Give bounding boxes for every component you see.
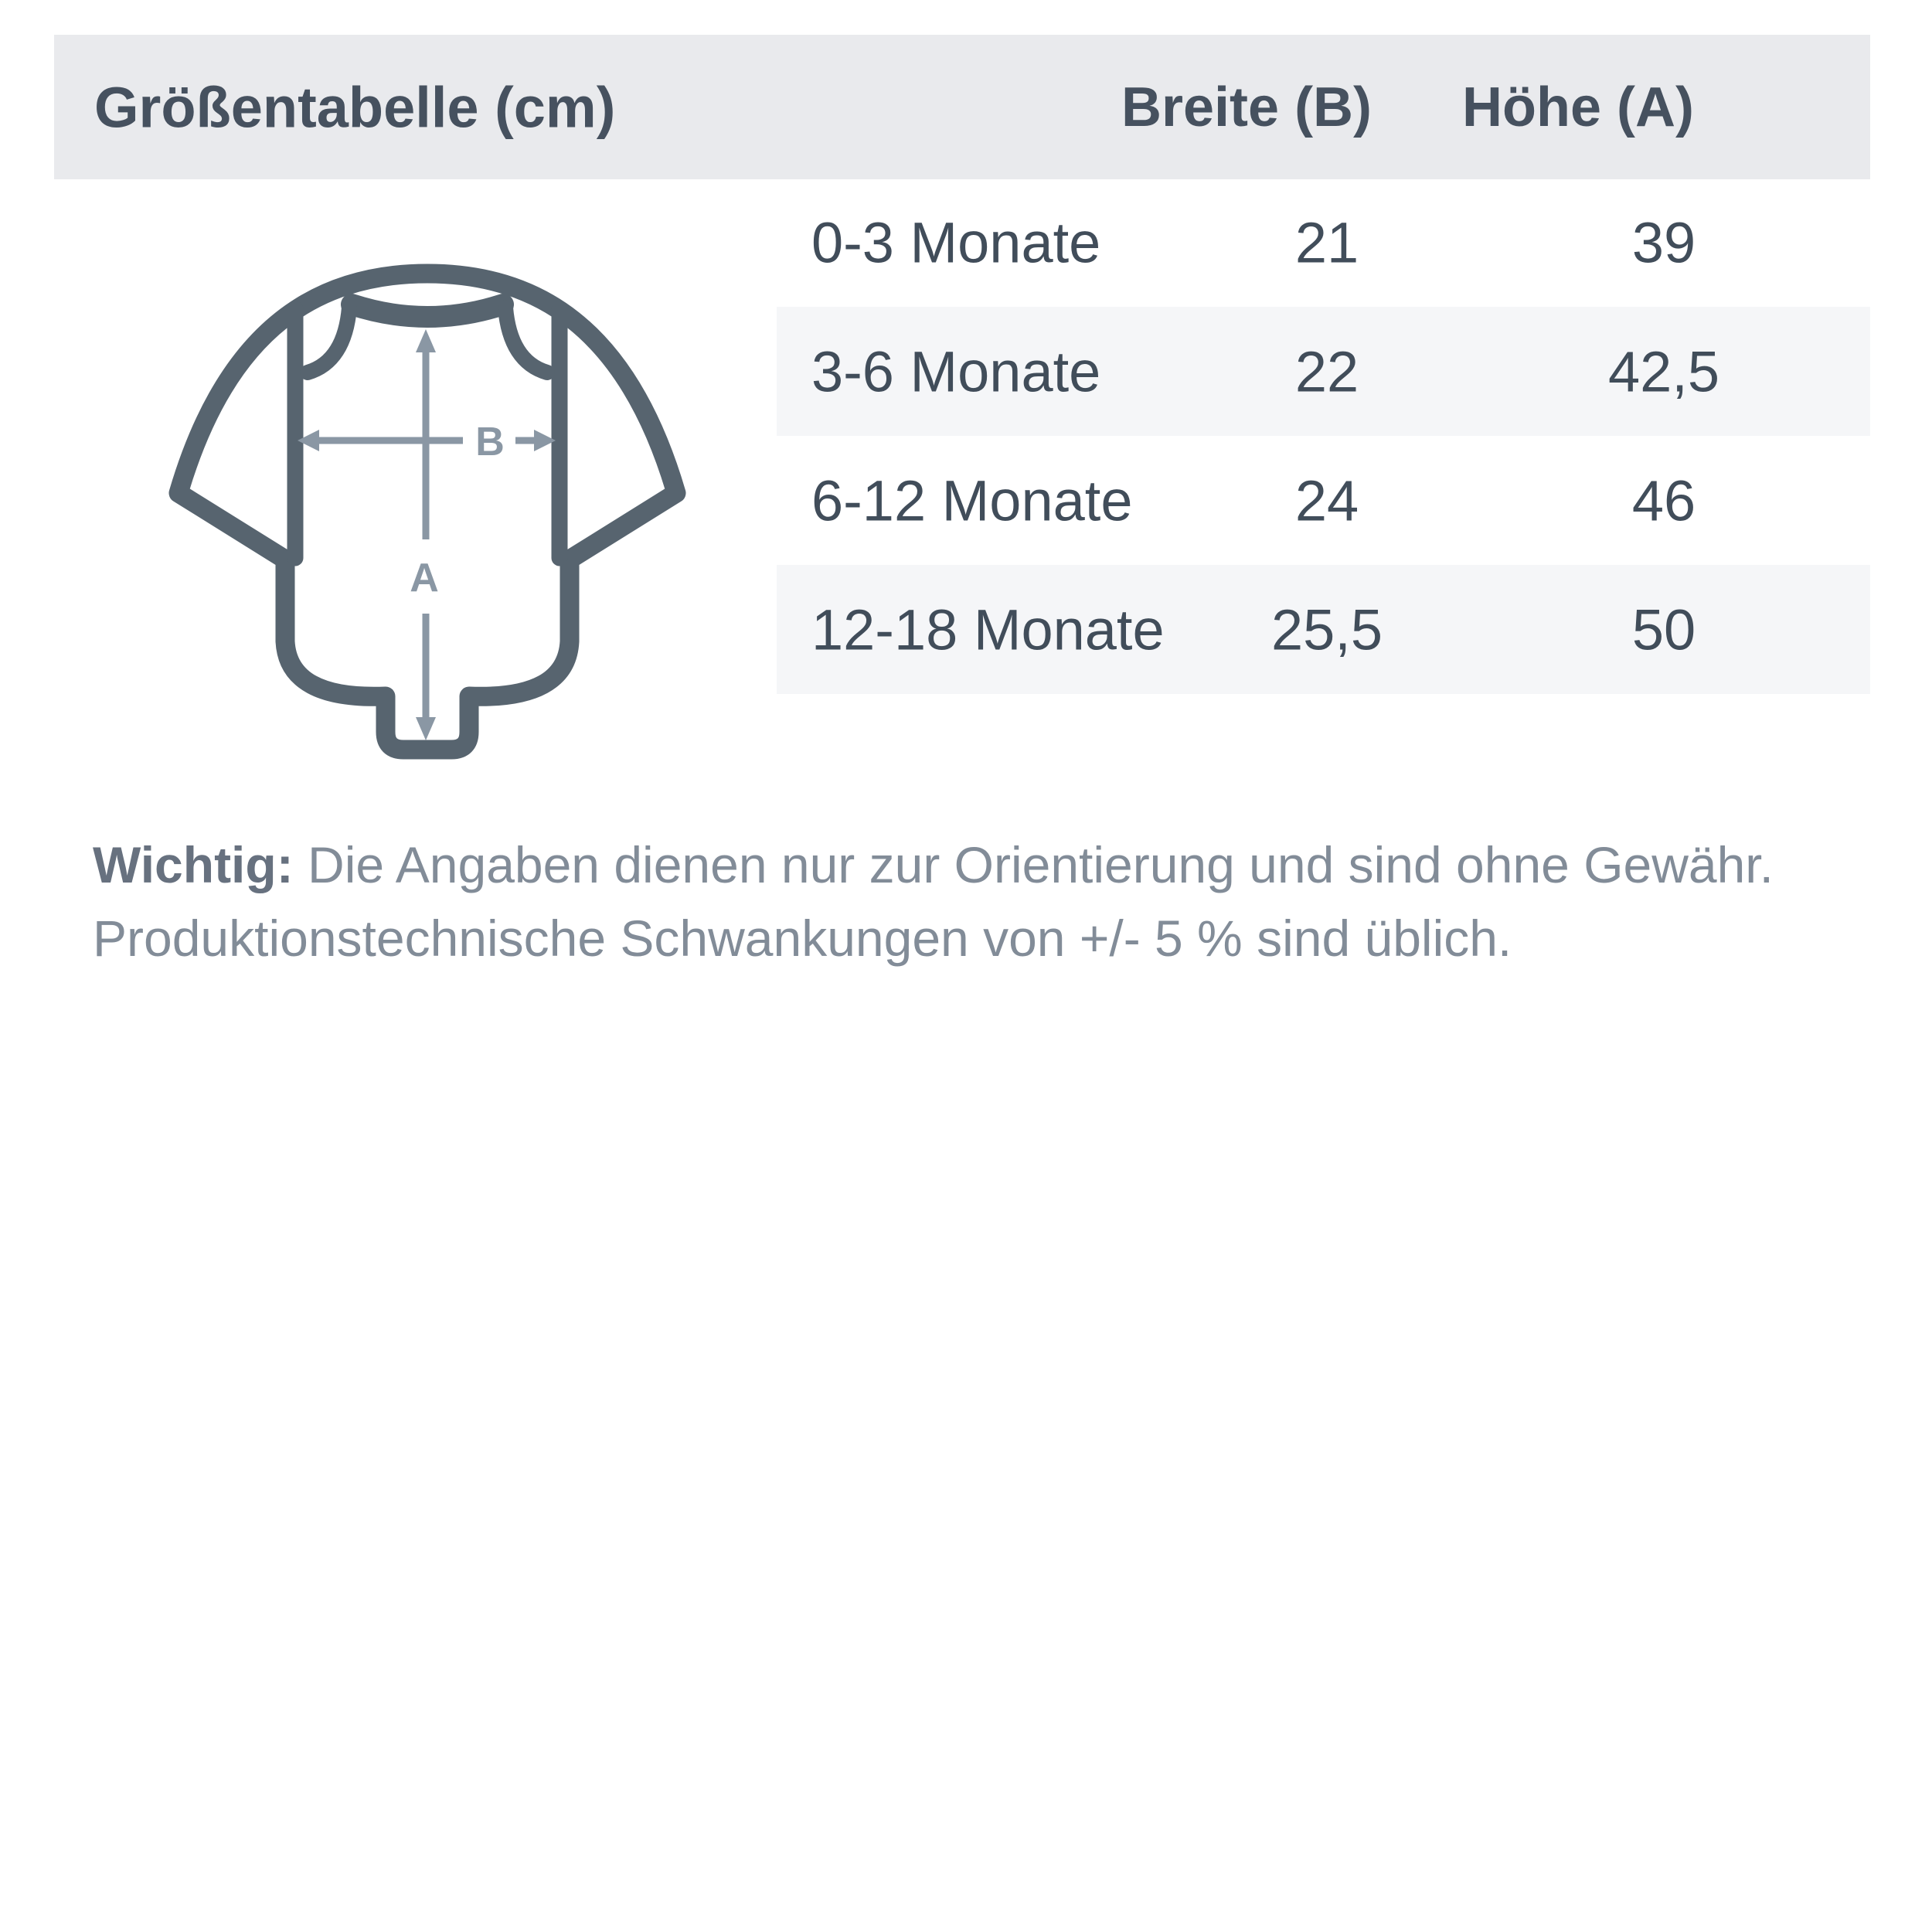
breite-value: 24 — [1294, 468, 1359, 532]
hoehe-value: 46 — [1631, 468, 1696, 532]
column-header-breite: Breite (B) — [1121, 76, 1372, 138]
breite-value: 21 — [1294, 210, 1359, 274]
breite-value: 22 — [1294, 339, 1359, 403]
hoehe-value: 39 — [1631, 210, 1696, 274]
diagram-label-a: A — [410, 556, 439, 600]
disclaimer-line-1-text: Die Angaben dienen nur zur Orientierung und sind ohne Gewähr. — [308, 836, 1774, 893]
size-table-title: Größentabelle (cm) — [94, 75, 616, 139]
size-table-header — [54, 35, 1870, 179]
size-label: 6-12 Monate — [811, 468, 1133, 532]
column-header-hoehe: Höhe (A) — [1462, 76, 1694, 138]
arrow-down-icon — [416, 717, 436, 740]
disclaimer-bold-label: Wichtig: — [93, 836, 294, 893]
table-row — [777, 565, 1870, 694]
size-label: 0-3 Monate — [811, 210, 1101, 274]
diagram-label-b: B — [475, 420, 505, 464]
table-row — [777, 178, 1870, 307]
hoehe-value: 42,5 — [1607, 339, 1720, 403]
size-label: 12-18 Monate — [811, 597, 1165, 662]
disclaimer-line-2: Produktionstechnische Schwankungen von +/- 5 % sind üblich. — [93, 910, 1512, 967]
breite-value: 25,5 — [1270, 597, 1383, 662]
arrow-up-icon — [416, 329, 436, 352]
hoehe-value: 50 — [1631, 597, 1696, 662]
table-row — [777, 307, 1870, 436]
bodysuit-measurement-icon — [93, 178, 726, 811]
table-row — [777, 436, 1870, 565]
size-label: 3-6 Monate — [811, 339, 1101, 403]
disclaimer-line-1 — [93, 828, 1855, 902]
disclaimer-note — [93, 828, 1855, 975]
